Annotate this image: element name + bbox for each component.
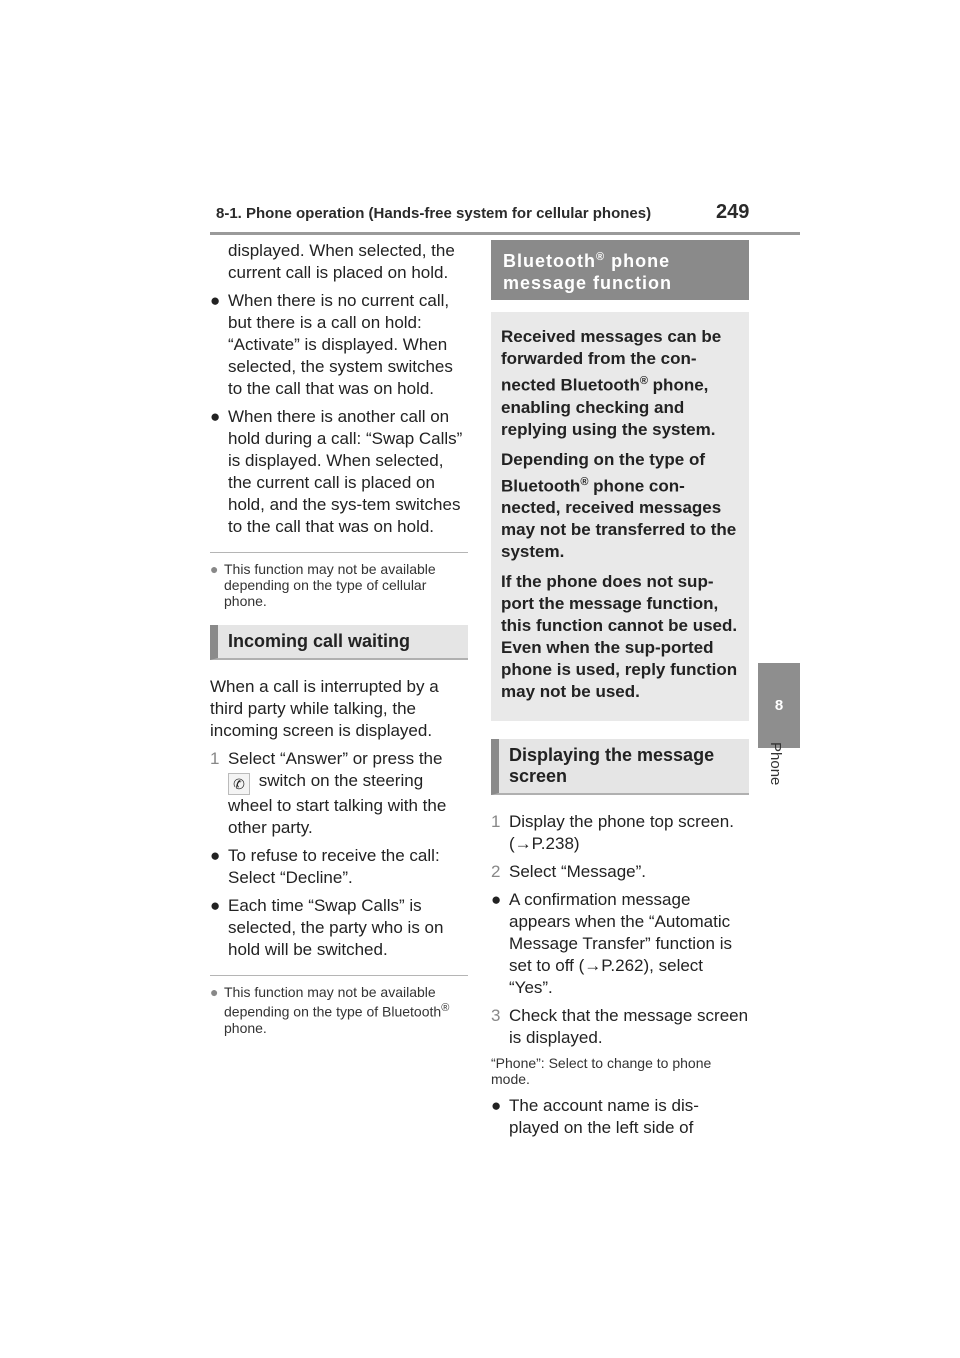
continued-text: displayed. When selected, the current call is placed on hold. (228, 241, 455, 282)
intro-text: Depending on the type of Bluetooth® phone con-nected, received messages may not be transferred to the system. (501, 449, 737, 562)
bullet-icon: ● (210, 846, 221, 865)
list-item: ● The account name is dis-played on the left side of (491, 1096, 699, 1138)
bullet-icon: ● (210, 291, 221, 310)
note: ● This function may not be available depending on the type of Bluetooth® phone. (210, 984, 450, 1036)
phone-icon: ✆ (228, 773, 250, 795)
chapter-tab: 8 (758, 663, 800, 748)
bullet-icon: ● (210, 896, 221, 915)
left-column (210, 240, 468, 1052)
heading-incoming-call-waiting: Incoming call waiting (210, 625, 468, 660)
list-item: ● When there is another call on hold during a call: “Swap Calls” is displayed. When selected, the current call is placed on hold, and the sys-tem switches to the call that was on hold. (210, 407, 463, 536)
list-item: ● When there is no current call, but there is a call on hold: “Activate” is displayed. When selected, the system switches to the call that was on hold. (210, 291, 453, 398)
bullet-icon: ● (210, 407, 221, 426)
intro-text: Received messages can be forwarded from the con-nected Bluetooth® phone, enabling checking and replying using the system. (501, 327, 722, 439)
heading-bluetooth-message: Bluetooth® phone message function (491, 240, 749, 300)
step-item: 1 Display the phone top screen. (→P.238) (491, 812, 734, 854)
bullet-icon: ● (491, 890, 502, 910)
section-title: 8-1. Phone operation (Hands-free system for cellular phones) (216, 205, 652, 222)
incoming-paragraph: When a call is interrupted by a third party while talking, the incoming screen is displayed. (210, 677, 439, 740)
list-item: ● A confirmation message appears when the “Automatic Message Transfer” function is set to off (→P.262), select “Yes”. (491, 890, 732, 998)
intro-box (491, 312, 749, 721)
step-item: 3 Check that the message screen is displayed. (491, 1006, 749, 1048)
right-column (491, 240, 749, 1145)
chapter-label: Phone (767, 742, 784, 786)
phone-mode-note: “Phone”: Select to change to phone mode. (491, 1055, 712, 1088)
step-item: 2 Select “Message”. (491, 862, 646, 882)
step-item: 1 Select “Answer” or press the ✆ switch on the steering wheel to start talking with the other party. (210, 749, 447, 837)
heading-displaying-message-screen: Displaying the message screen (491, 739, 749, 795)
header-divider (210, 232, 800, 235)
note-divider (210, 975, 468, 976)
list-item: ● To refuse to receive the call: Select “Decline”. (210, 846, 440, 887)
note-bullet-icon: ● (210, 561, 219, 577)
intro-text: If the phone does not sup-port the message function, this function cannot be used. Even when the sup-ported phone is used, reply function may not be used. (501, 572, 738, 702)
note-bullet-icon: ● (210, 984, 219, 1000)
bullet-icon: ● (491, 1096, 502, 1116)
list-item: ● Each time “Swap Calls” is selected, the party who is on hold will be switched. (210, 896, 444, 959)
note: ● This function may not be available depending on the type of cellular phone. (210, 561, 436, 609)
page-number: 249 (716, 201, 750, 223)
note-divider (210, 552, 468, 553)
